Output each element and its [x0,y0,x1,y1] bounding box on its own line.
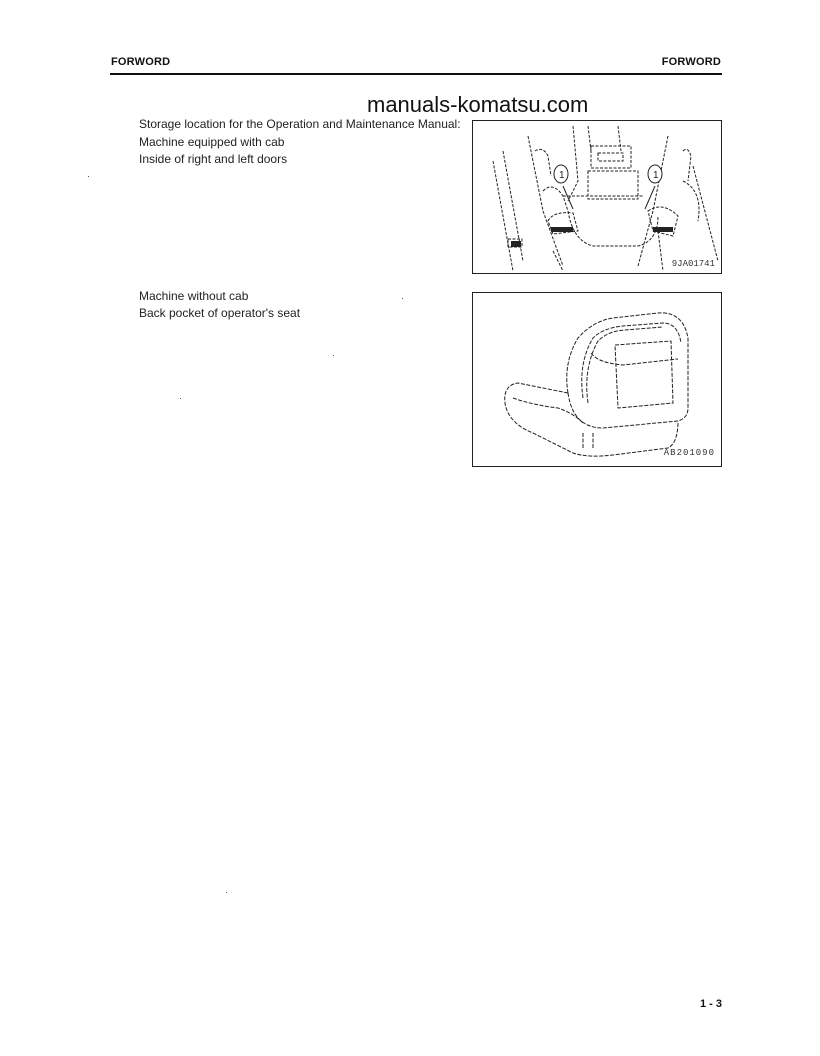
scan-speck [226,892,227,893]
callout-left: 1 [559,170,565,181]
header-rule [110,73,722,75]
figure-operator-seat [472,292,722,467]
cab-location-line: Inside of right and left doors [139,152,288,166]
figure-seat-code: AB201090 [663,448,715,458]
figure-cab-interior [472,120,722,274]
scan-speck [402,298,403,299]
scan-speck [88,176,89,177]
cab-interior-illustration [473,121,721,273]
no-cab-machine-line: Machine without cab [139,289,249,303]
scan-speck [333,355,334,356]
scan-speck [180,398,181,399]
cab-storage-heading: Storage location for the Operation and Maintenance Manual: [139,117,461,131]
header-right-title: FORWORD [661,56,721,68]
figure-cab-code: 9JA01741 [671,259,715,269]
operator-seat-illustration [473,293,721,466]
page-number: 1 - 3 [699,998,722,1010]
cab-machine-line: Machine equipped with cab [139,135,285,149]
callout-right: 1 [653,170,659,181]
watermark: manuals-komatsu.com [367,92,589,117]
header-left-title: FORWORD [111,56,171,68]
no-cab-location-line: Back pocket of operator's seat [139,306,301,320]
